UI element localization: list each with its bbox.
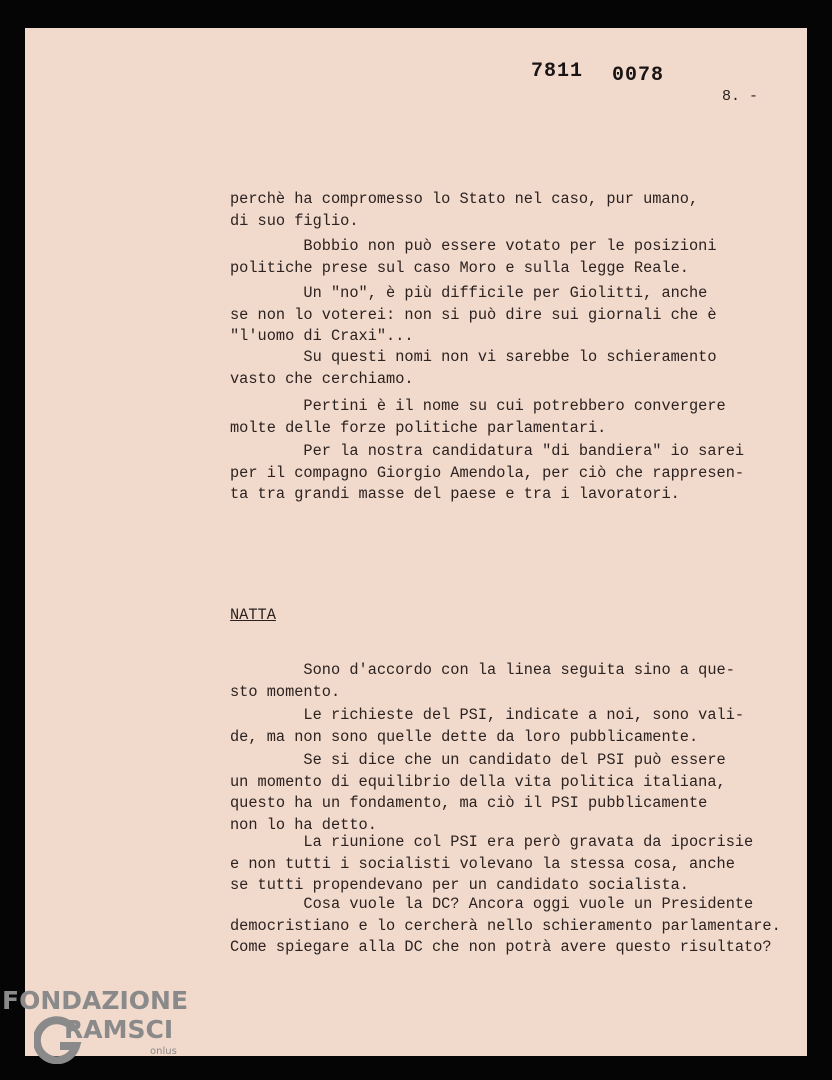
paragraph: perchè ha compromesso lo Stato nel caso, pur umano, di suo figlio. xyxy=(230,190,699,230)
paragraph: Pertini è il nome su cui potrebbero convergere molte delle forze politiche parlamentari. xyxy=(230,397,726,437)
paragraph: Cosa vuole la DC? Ancora oggi vuole un Presidente democristiano e lo cercherà nello schieramento parlamentare. Come spiegare alla DC che non potrà avere questo risultato? xyxy=(230,895,781,956)
watermark-line3: onlus xyxy=(150,1046,177,1057)
fondazione-gramsci-watermark xyxy=(2,986,189,1057)
watermark-line1: FONDAZIONE xyxy=(2,986,189,1015)
paragraph: Su questi nomi non vi sarebbe lo schieramento vasto che cerchiamo. xyxy=(230,348,717,388)
paragraph: Per la nostra candidatura "di bandiera" io sarei per il compagno Giorgio Amendola, per ciò che rappresen- ta tra grandi masse del paese e tra i lavoratori. xyxy=(230,442,745,503)
archive-stamp-left: 7811 xyxy=(531,60,584,83)
paragraph: Bobbio non può essere votato per le posizioni politiche prese sul caso Moro e sulla legge Reale. xyxy=(230,237,717,277)
paragraph: Un "no", è più difficile per Giolitti, anche se non lo voterei: non si può dire sui giornali che è "l'uomo di Craxi"... xyxy=(230,284,717,345)
section-heading: NATTA xyxy=(230,606,276,624)
watermark-line2: RAMSCI xyxy=(64,1015,174,1044)
archive-stamp-right: 0078 xyxy=(612,64,665,87)
paragraph: La riunione col PSI era però gravata da ipocrisie e non tutti i socialisti volevano la stessa cosa, anche se tutti propendevano per un candidato socialista. xyxy=(230,833,754,894)
paragraph: Se si dice che un candidato del PSI può essere un momento di equilibrio della vita politica italiana, questo ha un fondamento, ma ciò il PSI pubblicamente non lo ha detto. xyxy=(230,751,726,834)
page-number: 8. - xyxy=(722,88,759,105)
paragraph: Sono d'accordo con la linea seguita sino a que- sto momento. xyxy=(230,661,735,701)
paragraph: Le richieste del PSI, indicate a noi, sono vali- de, ma non sono quelle dette da loro pubblicamente. xyxy=(230,706,745,746)
